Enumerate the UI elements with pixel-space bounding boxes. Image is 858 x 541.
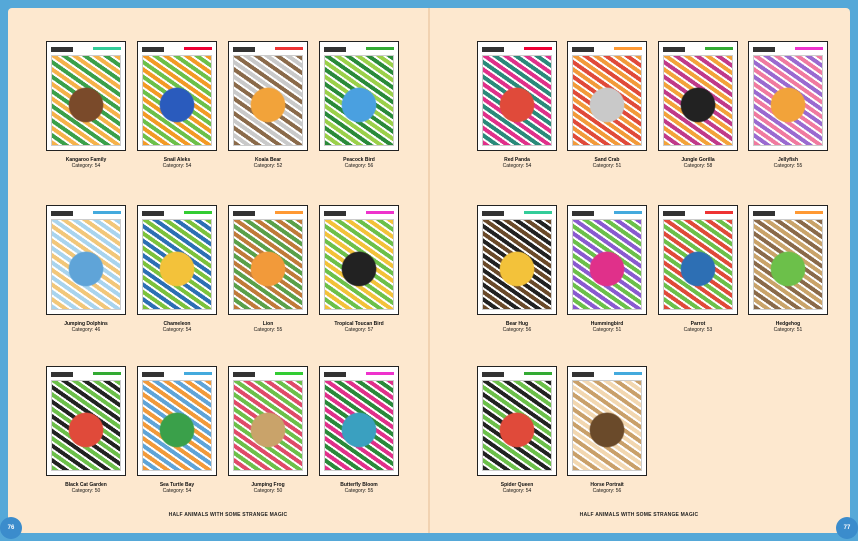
card-subtitle: Category: 53 [683, 327, 713, 333]
artwork-thumbnail[interactable] [228, 41, 308, 151]
card-title: Chameleon [163, 321, 191, 327]
card-caption [228, 482, 308, 494]
card-title: Snail Aleks [163, 157, 191, 163]
card-subtitle: Category: 55 [773, 163, 803, 169]
artwork-thumbnail[interactable] [46, 205, 126, 315]
mosaic-artwork [753, 219, 823, 310]
card-color-bar [524, 372, 552, 375]
artwork-card[interactable] [46, 205, 126, 333]
card-caption [46, 482, 126, 494]
card-title: Jumping Dolphins [64, 321, 108, 327]
card-tag [142, 47, 164, 52]
card-color-bar [614, 47, 642, 50]
card-caption [46, 321, 126, 333]
card-caption [319, 157, 399, 169]
mosaic-artwork [51, 219, 121, 310]
card-subtitle: Category: 58 [683, 163, 713, 169]
card-tag [51, 211, 73, 216]
card-title: Sea Turtle Bay [159, 482, 195, 488]
card-color-bar [184, 211, 212, 214]
card-caption [748, 157, 828, 169]
card-tag [572, 47, 594, 52]
card-subtitle: Category: 57 [344, 327, 374, 333]
mosaic-artwork [572, 55, 642, 146]
artwork-thumbnail[interactable] [477, 366, 557, 476]
mosaic-artwork [482, 380, 552, 471]
artwork-card[interactable] [567, 41, 647, 169]
card-color-bar [184, 372, 212, 375]
card-color-bar [705, 47, 733, 50]
card-tag [324, 211, 346, 216]
artwork-card[interactable] [748, 205, 828, 333]
card-subtitle: Category: 55 [344, 488, 374, 494]
artwork-card[interactable] [477, 366, 557, 494]
artwork-card[interactable] [319, 41, 399, 169]
card-caption [748, 321, 828, 333]
card-title: Parrot [690, 321, 706, 327]
mosaic-artwork [572, 219, 642, 310]
card-subtitle: Category: 56 [502, 327, 532, 333]
card-subtitle: Category: 51 [773, 327, 803, 333]
card-title: Spider Queen [500, 482, 534, 488]
card-color-bar [93, 47, 121, 50]
page-number-left: 76 [0, 517, 22, 539]
artwork-card[interactable] [137, 366, 217, 494]
card-color-bar [614, 211, 642, 214]
mosaic-artwork [142, 219, 212, 310]
card-caption [46, 157, 126, 169]
artwork-card[interactable] [477, 205, 557, 333]
artwork-card[interactable] [228, 41, 308, 169]
card-subtitle: Category: 54 [502, 163, 532, 169]
mosaic-artwork [572, 380, 642, 471]
artwork-card[interactable] [319, 205, 399, 333]
artwork-thumbnail[interactable] [319, 41, 399, 151]
mosaic-artwork [324, 55, 394, 146]
card-color-bar [275, 211, 303, 214]
card-subtitle: Category: 46 [71, 327, 101, 333]
mosaic-artwork [142, 380, 212, 471]
artwork-card[interactable] [137, 205, 217, 333]
card-color-bar [795, 47, 823, 50]
left-page [8, 8, 429, 533]
artwork-card[interactable] [46, 366, 126, 494]
artwork-thumbnail[interactable] [477, 205, 557, 315]
artwork-thumbnail[interactable] [319, 366, 399, 476]
artwork-thumbnail[interactable] [658, 205, 738, 315]
card-tag [663, 47, 685, 52]
card-subtitle: Category: 52 [253, 163, 283, 169]
card-tag [233, 47, 255, 52]
artwork-card[interactable] [748, 41, 828, 169]
card-subtitle: Category: 54 [162, 488, 192, 494]
mosaic-artwork [324, 219, 394, 310]
card-color-bar [614, 372, 642, 375]
card-color-bar [366, 47, 394, 50]
card-tag [324, 47, 346, 52]
right-page [429, 8, 850, 533]
card-caption [319, 321, 399, 333]
artwork-thumbnail[interactable] [477, 41, 557, 151]
card-subtitle: Category: 54 [162, 327, 192, 333]
artwork-thumbnail[interactable] [137, 41, 217, 151]
card-color-bar [366, 211, 394, 214]
card-subtitle: Category: 56 [592, 488, 622, 494]
card-caption [477, 157, 557, 169]
mosaic-artwork [142, 55, 212, 146]
card-color-bar [795, 211, 823, 214]
card-title: Koala Bear [254, 157, 282, 163]
artwork-thumbnail[interactable] [46, 41, 126, 151]
card-caption [137, 157, 217, 169]
mosaic-artwork [753, 55, 823, 146]
artwork-card[interactable] [46, 41, 126, 169]
book-spread [8, 8, 850, 533]
card-title: Butterfly Bloom [340, 482, 378, 488]
card-title: Bear Hug [505, 321, 529, 327]
card-title: Hedgehog [775, 321, 801, 327]
artwork-card[interactable] [658, 205, 738, 333]
card-color-bar [524, 211, 552, 214]
card-caption [228, 157, 308, 169]
card-tag [233, 372, 255, 377]
card-tag [663, 211, 685, 216]
card-subtitle: Category: 56 [344, 163, 374, 169]
card-title: Kangaroo Family [65, 157, 107, 163]
card-tag [233, 211, 255, 216]
card-caption [567, 482, 647, 494]
mosaic-artwork [233, 55, 303, 146]
card-color-bar [275, 372, 303, 375]
mosaic-artwork [482, 55, 552, 146]
artwork-thumbnail[interactable] [228, 205, 308, 315]
card-caption [567, 321, 647, 333]
card-title: Jellyfish [777, 157, 798, 163]
card-color-bar [93, 372, 121, 375]
artwork-thumbnail[interactable] [748, 41, 828, 151]
card-title: Lion [262, 321, 274, 327]
artwork-card[interactable] [567, 205, 647, 333]
card-tag [51, 372, 73, 377]
card-title: Horse Portrait [590, 482, 624, 488]
artwork-thumbnail[interactable] [567, 366, 647, 476]
card-tag [482, 372, 504, 377]
artwork-thumbnail[interactable] [46, 366, 126, 476]
right-page-footer: HALF ANIMALS WITH SOME STRANGE MAGIC [579, 512, 699, 518]
card-color-bar [275, 47, 303, 50]
mosaic-artwork [324, 380, 394, 471]
card-subtitle: Category: 54 [502, 488, 532, 494]
card-subtitle: Category: 54 [162, 163, 192, 169]
card-subtitle: Category: 51 [592, 327, 622, 333]
mosaic-artwork [233, 219, 303, 310]
card-color-bar [184, 47, 212, 50]
card-caption [477, 321, 557, 333]
artwork-thumbnail[interactable] [228, 366, 308, 476]
card-title: Black Cat Garden [65, 482, 107, 488]
mosaic-artwork [51, 380, 121, 471]
card-tag [142, 372, 164, 377]
card-title: Red Panda [504, 157, 530, 163]
card-caption [137, 321, 217, 333]
artwork-thumbnail[interactable] [319, 205, 399, 315]
card-title: Tropical Toucan Bird [334, 321, 384, 327]
card-tag [51, 47, 73, 52]
card-tag [324, 372, 346, 377]
card-caption [658, 321, 738, 333]
card-title: Peacock Bird [343, 157, 375, 163]
left-page-footer: HALF ANIMALS WITH SOME STRANGE MAGIC [168, 512, 288, 518]
artwork-card[interactable] [228, 366, 308, 494]
card-tag [572, 372, 594, 377]
card-caption [228, 321, 308, 333]
artwork-card[interactable] [228, 205, 308, 333]
artwork-card[interactable] [319, 366, 399, 494]
card-color-bar [93, 211, 121, 214]
mosaic-artwork [663, 55, 733, 146]
artwork-thumbnail[interactable] [137, 205, 217, 315]
card-title: Hummingbird [590, 321, 624, 327]
card-caption [658, 157, 738, 169]
card-subtitle: Category: 50 [253, 488, 283, 494]
card-tag [482, 47, 504, 52]
card-subtitle: Category: 55 [253, 327, 283, 333]
artwork-card[interactable] [137, 41, 217, 169]
artwork-thumbnail[interactable] [658, 41, 738, 151]
card-title: Jungle Gorilla [681, 157, 715, 163]
card-caption [477, 482, 557, 494]
card-color-bar [524, 47, 552, 50]
artwork-thumbnail[interactable] [567, 41, 647, 151]
artwork-thumbnail[interactable] [748, 205, 828, 315]
card-title: Jumping Frog [251, 482, 285, 488]
card-color-bar [366, 372, 394, 375]
card-color-bar [705, 211, 733, 214]
mosaic-artwork [51, 55, 121, 146]
artwork-thumbnail[interactable] [137, 366, 217, 476]
page-number-right: 77 [836, 517, 858, 539]
mosaic-artwork [233, 380, 303, 471]
card-tag [142, 211, 164, 216]
card-subtitle: Category: 51 [592, 163, 622, 169]
mosaic-artwork [482, 219, 552, 310]
card-tag [572, 211, 594, 216]
artwork-card[interactable] [658, 41, 738, 169]
artwork-thumbnail[interactable] [567, 205, 647, 315]
card-subtitle: Category: 54 [71, 163, 101, 169]
card-caption [567, 157, 647, 169]
card-subtitle: Category: 50 [71, 488, 101, 494]
mosaic-artwork [663, 219, 733, 310]
card-tag [482, 211, 504, 216]
card-tag [753, 211, 775, 216]
card-caption [319, 482, 399, 494]
card-title: Sand Crab [594, 157, 620, 163]
artwork-card[interactable] [567, 366, 647, 494]
card-tag [753, 47, 775, 52]
artwork-card[interactable] [477, 41, 557, 169]
card-caption [137, 482, 217, 494]
